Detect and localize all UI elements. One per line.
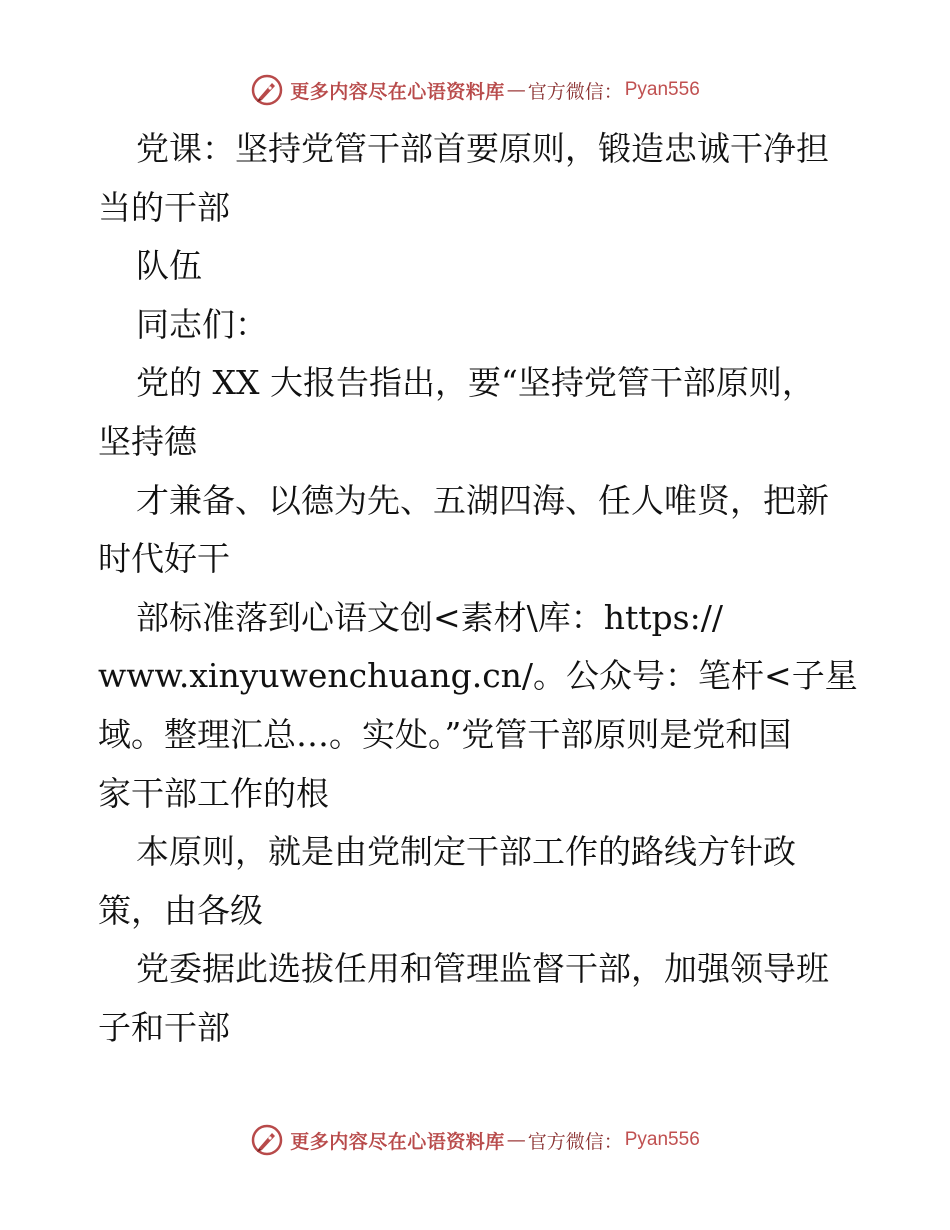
header-banner	[0, 70, 950, 110]
text-line: 党课：坚持党管干部首要原则，锻造忠诚干净担	[136, 129, 829, 168]
banner-wechat-label: 官方微信：	[527, 1130, 623, 1153]
footer-banner	[0, 1120, 950, 1160]
text-line: 域。整理汇总…。实处。”党管干部原则是党和国	[98, 714, 792, 754]
document-body	[98, 120, 868, 1058]
text-line: 时代好干	[98, 539, 230, 579]
banner-wechat-id: Pyan556	[624, 79, 700, 100]
text-line: 部标准落到心语文创<素材\库：https://	[136, 597, 723, 637]
text-line: 子和干部	[98, 1007, 230, 1047]
text-line: 本原则，就是由党制定干部工作的路线方针政	[136, 832, 796, 872]
text-line: 策，由各级	[98, 890, 263, 930]
pen-nib-logo-icon	[250, 1123, 284, 1157]
banner-text: 更多内容尽在心语资料库	[290, 1130, 505, 1153]
banner-wechat-label: 官方微信：	[527, 80, 623, 103]
banner-separator: —	[506, 79, 526, 101]
pen-nib-logo-icon	[250, 73, 284, 107]
text-line: 同志们：	[136, 304, 268, 344]
text-line: 当的干部	[98, 187, 230, 227]
banner-wechat-id: Pyan556	[624, 1129, 700, 1150]
text-line: 家干部工作的根	[98, 773, 329, 813]
text-line: 党的 XX 大报告指出，要“坚持党管干部原则，	[136, 363, 815, 403]
text-line: 队伍	[136, 246, 202, 286]
text-line: 党委据此选拔任用和管理监督干部，加强领导班	[136, 949, 829, 989]
banner-separator: —	[506, 1129, 526, 1151]
banner-text: 更多内容尽在心语资料库	[290, 80, 505, 103]
text-line: 才兼备、以德为先、五湖四海、任人唯贤，把新	[136, 480, 829, 520]
text-line: www.xinyuwenchuang.cn/。公众号：笔杆<子星	[98, 656, 858, 696]
text-line: 坚持德	[98, 421, 197, 461]
